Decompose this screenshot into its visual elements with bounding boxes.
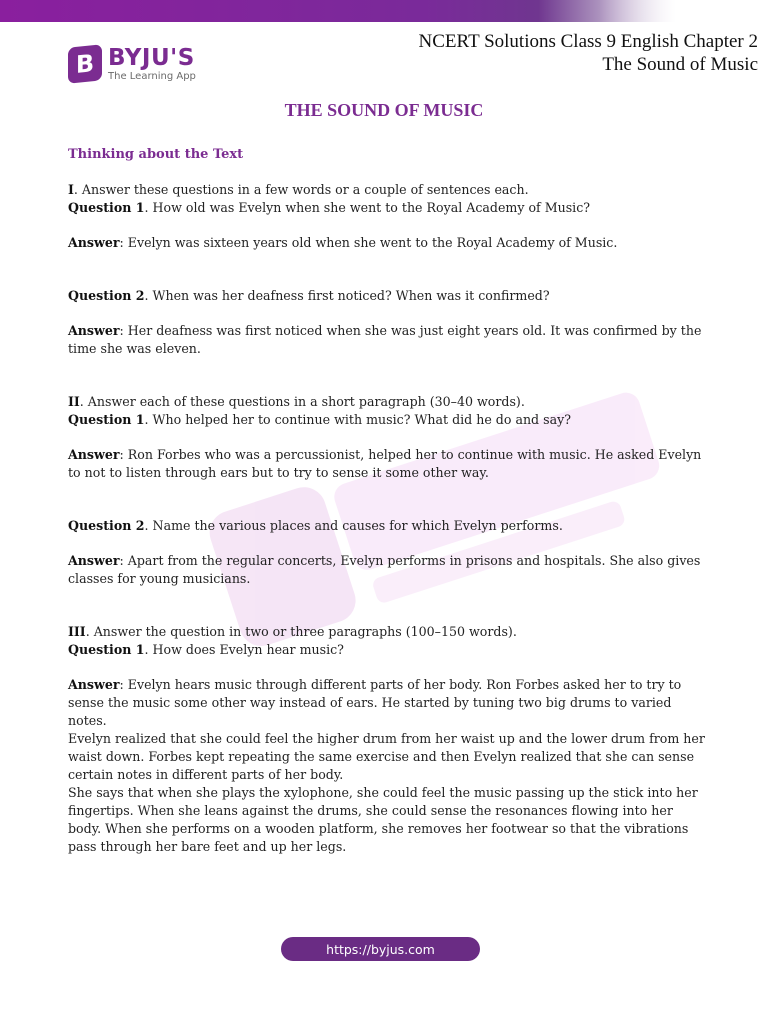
part1-answer1: Answer: Evelyn was sixteen years old when she went to the Royal Academy of Music. — [68, 235, 618, 250]
part2-instruction: II. Answer each of these questions in a short paragraph (30–40 words). — [68, 394, 525, 409]
logo-tagline: The Learning App — [108, 70, 196, 82]
page-title: THE SOUND OF MUSIC — [284, 100, 484, 120]
doc-title-line2: The Sound of Music — [602, 54, 758, 75]
part2-question2: Question 2. Name the various places and causes for which Evelyn performs. — [68, 518, 563, 533]
part2-question1: Question 1. Who helped her to continue with music? What did he do and say? — [68, 412, 571, 427]
part3-answer1-para2: Evelyn realized that she could feel the higher drum from her waist up and the lower drum from her waist down. Forbes kept repeating the same exercise and then Evelyn realized that she can sense certain notes in different parts of her body. — [68, 731, 705, 782]
answer-label: Answer — [68, 447, 120, 462]
footer-url-link[interactable]: https://byjus.com — [281, 937, 480, 961]
part3-instruction: III. Answer the question in two or three paragraphs (100–150 words). — [68, 624, 517, 639]
section-heading: Thinking about the Text — [68, 147, 244, 162]
byjus-logo — [68, 46, 196, 82]
document-header — [419, 30, 758, 76]
part3-numeral: III — [68, 624, 86, 639]
logo-name: BYJU'S — [108, 44, 195, 71]
question-label: Question 1 — [68, 200, 145, 215]
part2-numeral: II — [68, 394, 80, 409]
part2-answer2: Answer: Apart from the regular concerts, Evelyn performs in prisons and hospitals. She also gives classes for young musicians. — [68, 553, 701, 586]
question-label: Question 1 — [68, 642, 145, 657]
question-label: Question 1 — [68, 412, 145, 427]
part3-answer1: Answer: Evelyn hears music through different parts of her body. Ron Forbes asked her to try to sense the music some other way instead of ears. He started by tuning two big drums to varied notes. — [68, 677, 682, 728]
logo-mark: B — [68, 44, 102, 84]
part1-instruction: I. Answer these questions in a few words or a couple of sentences each. — [68, 182, 529, 197]
question-label: Question 2 — [68, 288, 145, 303]
document-body — [68, 146, 708, 856]
answer-label: Answer — [68, 553, 120, 568]
top-band-fade — [538, 0, 768, 24]
answer-label: Answer — [68, 235, 120, 250]
part3-answer1-para3: She says that when she plays the xylophone, she could feel the music passing up the stick into her fingertips. When she leans against the drums, she could sense the resonances flowing into her body. When she performs on a wooden platform, she removes her footwear so that the vibrations pass through her bare feet and up her legs. — [68, 785, 698, 854]
part2-answer1: Answer: Ron Forbes who was a percussionist, helped her to continue with music. He asked Evelyn to not to listen through ears but to try to sense it some other way. — [68, 447, 702, 480]
part1-numeral: I — [68, 182, 74, 197]
part1-question1: Question 1. How old was Evelyn when she went to the Royal Academy of Music? — [68, 200, 591, 215]
doc-title-line1: NCERT Solutions Class 9 English Chapter 2 — [418, 31, 758, 52]
part1-answer2: Answer: Her deafness was first noticed when she was just eight years old. It was confirmed by the time she was eleven. — [68, 323, 702, 356]
answer-label: Answer — [68, 677, 120, 692]
part1-question2: Question 2. When was her deafness first noticed? When was it confirmed? — [68, 288, 550, 303]
part3-question1: Question 1. How does Evelyn hear music? — [68, 642, 344, 657]
question-label: Question 2 — [68, 518, 145, 533]
answer-label: Answer — [68, 323, 120, 338]
